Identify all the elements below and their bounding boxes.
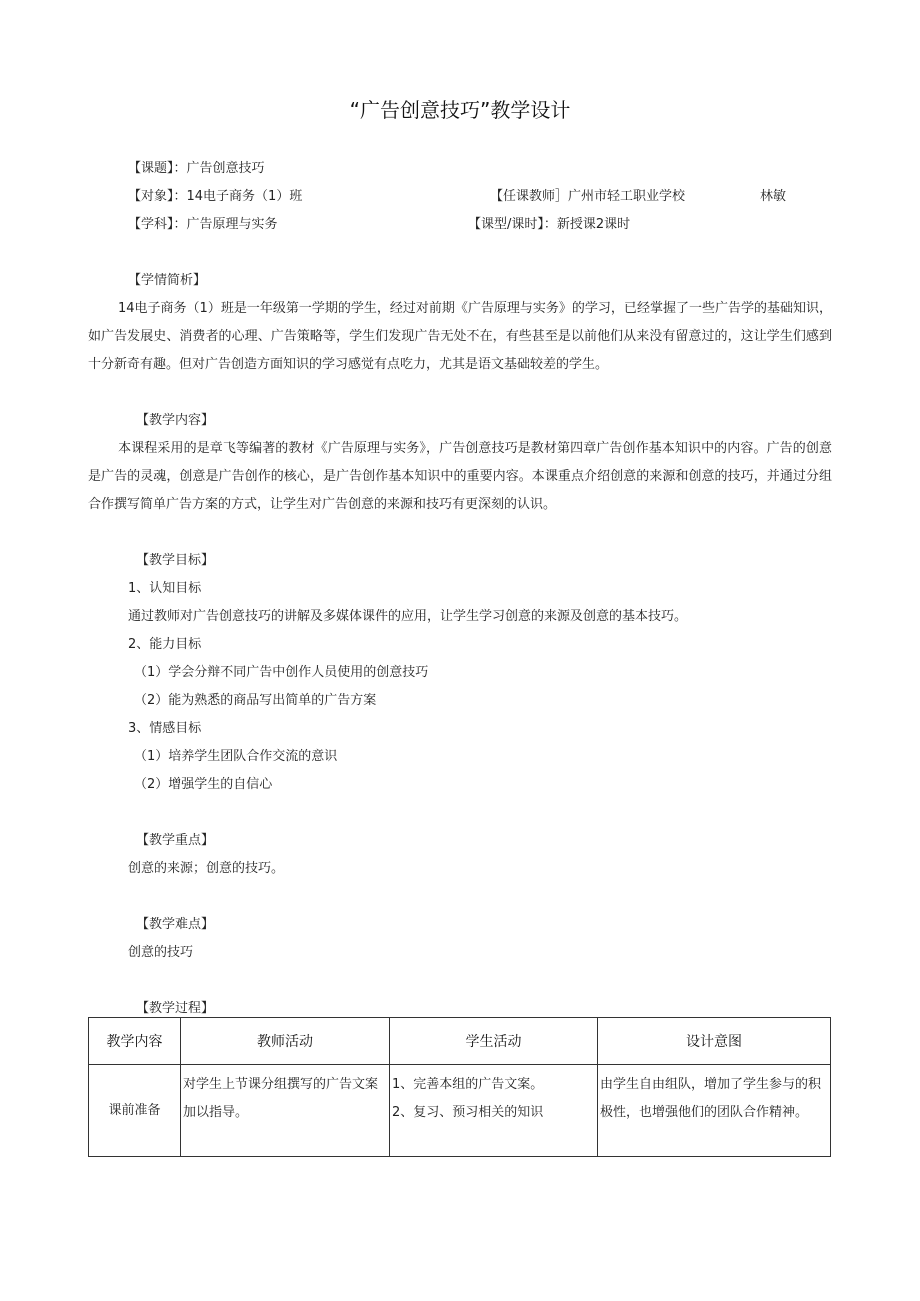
subject-value: 广告原理与实务 — [186, 217, 278, 232]
topic-line — [128, 160, 265, 178]
header-content: 教学内容 — [89, 1018, 181, 1065]
row-student — [390, 1065, 598, 1157]
students-paragraph — [88, 295, 832, 379]
goal2-item1: （1）学会分辩不同广告中创作人员使用的创意技巧 — [134, 665, 429, 680]
difficulty-heading: 【教学难点】 — [136, 917, 215, 932]
key-heading: 【教学重点】 — [136, 833, 215, 848]
table-row — [89, 1065, 831, 1157]
header-student: 学生活动 — [390, 1018, 598, 1065]
teacher-label: 【任课教师］ — [490, 189, 569, 204]
teacher-school: 广州市轻工职业学校 — [568, 189, 686, 204]
target-value: 14电子商务（1）班 — [186, 189, 303, 204]
target-line — [128, 188, 302, 206]
student-activity-1: 1、完善本组的广告文案。 — [392, 1077, 544, 1092]
content-paragraph — [88, 435, 832, 519]
goal3-title: 3、情感目标 — [128, 721, 202, 736]
student-activity-2: 2、复习、预习相关的知识 — [392, 1105, 544, 1120]
lesson-type-value: 新授课2课时 — [556, 217, 631, 232]
lesson-type-label: 【课型/课时】： — [468, 217, 557, 232]
goal2-item2: （2）能为熟悉的商品写出简单的广告方案 — [134, 693, 377, 708]
key-text: 创意的来源；创意的技巧。 — [128, 861, 285, 876]
goals-heading: 【教学目标】 — [136, 553, 215, 568]
teacher-name: 林敏 — [760, 189, 787, 204]
header-teacher: 教师活动 — [181, 1018, 390, 1065]
row-teacher: 对学生上节课分组撰写的广告文案加以指导。 — [181, 1065, 390, 1157]
process-table — [88, 1017, 831, 1157]
process-heading: 【教学过程】 — [136, 1001, 215, 1016]
lesson-type-line — [468, 216, 630, 234]
row-intent: 由学生自由组队，增加了学生参与的积极性，也增强他们的团队合作精神。 — [598, 1065, 831, 1157]
content-heading: 【教学内容】 — [136, 413, 215, 428]
goal1-text: 通过教师对广告创意技巧的讲解及多媒体课件的应用，让学生学习创意的来源及创意的基本技巧。 — [128, 609, 688, 624]
target-label: 【对象】： — [128, 189, 187, 204]
subject-line — [128, 216, 278, 234]
goal3-item1: （1）培养学生团队合作交流的意识 — [134, 749, 338, 764]
content-text: 本课程采用的是章飞等编著的教材《广告原理与实务》，广告创意技巧是教材第四章广告创作基本知识中的内容。广告的创意是广告的灵魂，创意是广告创作的核心，是广告创作基本知识中的重要内容。本课重点介绍创意的来源和创意的技巧，并通过分组合作撰写简单广告方案的方式，让学生对广告创意的来源和技巧有更深刻的认识。 — [88, 441, 832, 512]
students-heading: 【学情简析】 — [128, 273, 207, 288]
goal3-item2: （2）增强学生的自信心 — [134, 777, 273, 792]
goal2-title: 2、能力目标 — [128, 637, 202, 652]
header-intent: 设计意图 — [598, 1018, 831, 1065]
difficulty-text: 创意的技巧 — [128, 945, 194, 960]
table-header-row — [89, 1018, 831, 1065]
goal1-title: 1、认知目标 — [128, 581, 202, 596]
page-title: “广告创意技巧”教学设计 — [349, 98, 571, 122]
row-content: 课前准备 — [89, 1065, 181, 1157]
topic-label: 【课题】： — [128, 161, 187, 176]
subject-label: 【学科】： — [128, 217, 187, 232]
topic-value: 广告创意技巧 — [186, 161, 265, 176]
teacher-line — [490, 188, 685, 206]
students-text: 14电子商务（1）班是一年级第一学期的学生，经过对前期《广告原理与实务》的学习，已经掌握了一些广告学的基础知识，如广告发展史、消费者的心理、广告策略等，学生们发现广告无处不在，有些甚至是以前他们从来没有留意过的，这让学生们感到十分新奇有趣。但对广告创造方面知识的学习感觉有点吃力，尤其是语文基础较差的学生。 — [88, 301, 832, 372]
